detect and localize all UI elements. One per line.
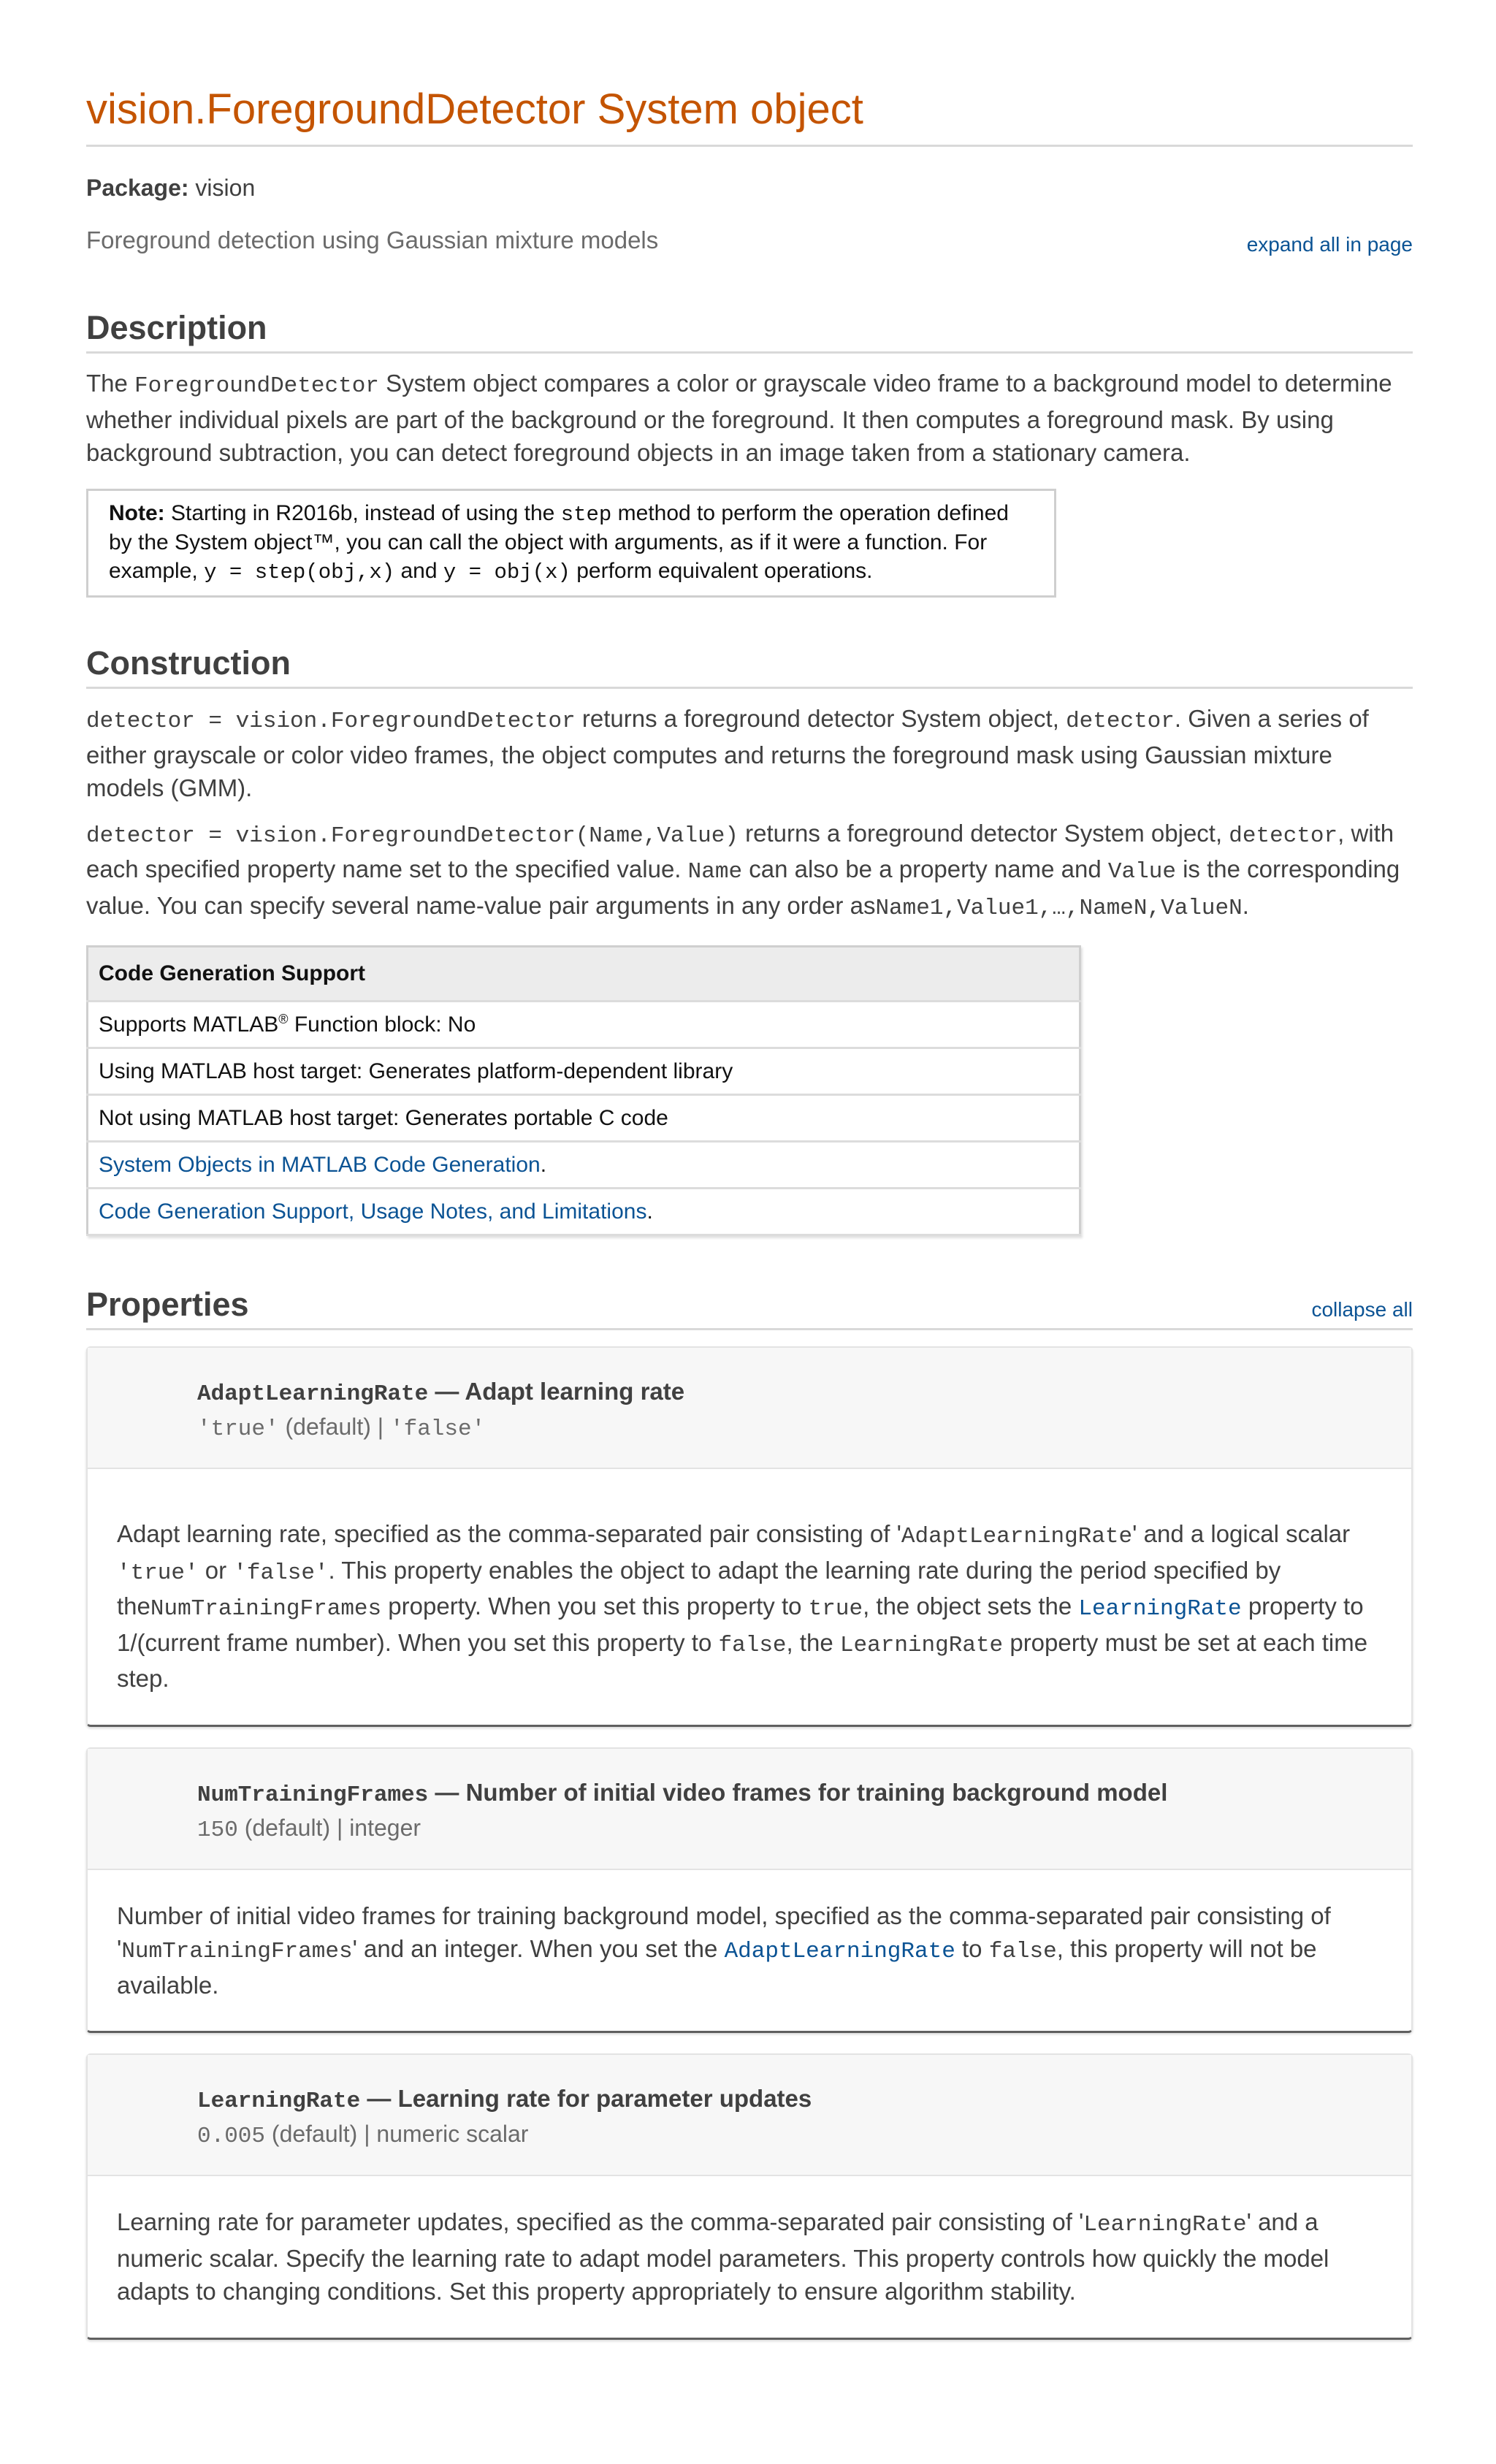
text-run: . xyxy=(1242,891,1249,919)
text-run: Starting in R2016b, instead of using the xyxy=(164,500,561,525)
text-run: . xyxy=(646,1199,653,1224)
property-learningrate xyxy=(86,2053,1413,2340)
table-header: Code Generation Support xyxy=(88,947,1080,1002)
text-run: System object compares a color or grayscale video frame to a background model to determine whether individual pixels are part of the background or the foreground. It then computes a foreground mask. By using background subtraction, you can detect foreground objects in an image taken from a stationary camera. xyxy=(86,370,1392,466)
table-cell: Using MATLAB host target: Generates platform-dependent library xyxy=(88,1048,1080,1095)
property-values xyxy=(197,2118,1411,2153)
learningrate-link[interactable]: LearningRate xyxy=(1078,1596,1242,1622)
text-run: method to perform the operation defined by the System object™, you can call the object with arguments, as if it were a function. For example, xyxy=(109,500,1009,583)
property-description xyxy=(117,1899,1382,2002)
text-run: ' and an integer. When you set the xyxy=(352,1935,725,1962)
properties-heading: Properties xyxy=(86,1284,1413,1330)
description-paragraph xyxy=(86,367,1413,470)
property-description xyxy=(117,2205,1382,2308)
code-run: Name1,Value1,…,NameN,ValueN xyxy=(875,895,1243,921)
property-name: NumTrainingFrames xyxy=(197,1782,429,1808)
property-body xyxy=(88,1870,1411,2032)
text-run: is the corresponding value. You can specify several name-value pair arguments in any order as xyxy=(86,855,1400,919)
text-run: property must be set at each time step. xyxy=(117,1628,1368,1692)
code-run: true xyxy=(808,1596,863,1622)
table-row xyxy=(88,947,1080,1002)
property-desc: — Learning rate for parameter updates xyxy=(360,2085,812,2112)
text-run: to xyxy=(955,1935,989,1962)
note-box xyxy=(86,489,1056,598)
description-heading: Description xyxy=(86,308,1413,354)
text-run: or xyxy=(198,1556,234,1584)
text-run: , the xyxy=(786,1628,840,1656)
text-run: ' and a numeric scalar. Specify the learning rate to adapt model parameters. This property controls how quickly the model adapts to changing conditions. Set this property appropriately to ensure algorithm stability. xyxy=(117,2208,1329,2305)
property-numtrainingframes xyxy=(86,1747,1413,2034)
table-row xyxy=(88,1048,1080,1095)
package-label: Package: xyxy=(86,175,189,201)
code-run: y = obj(x) xyxy=(443,560,570,584)
text-run: , this property will not be available. xyxy=(117,1935,1317,1999)
construction-heading: Construction xyxy=(86,643,1413,689)
code-run: Value xyxy=(1107,859,1176,885)
default-value: 0.005 xyxy=(197,2124,266,2149)
code-run: detector = vision.ForegroundDetector xyxy=(86,709,576,734)
default-value: 150 xyxy=(197,1817,238,1843)
property-name: AdaptLearningRate xyxy=(197,1381,429,1407)
properties-section xyxy=(86,1284,1413,1330)
text-run: Supports MATLAB xyxy=(99,1012,279,1037)
text-run: (default) | xyxy=(278,1414,390,1440)
table-cell xyxy=(88,1189,1080,1235)
text-run: Number of initial video frames for training background model, specified as the comma-separated pair consisting of ' xyxy=(117,1902,1331,1962)
table-cell xyxy=(88,1142,1080,1189)
code-run: detector = vision.ForegroundDetector(Name,Value) xyxy=(86,823,739,849)
property-title xyxy=(197,1376,1411,1411)
property-header[interactable] xyxy=(88,1348,1411,1469)
code-run: LearningRate xyxy=(1083,2212,1247,2238)
code-run: false xyxy=(988,1939,1057,1964)
default-value: 'true' xyxy=(197,1416,279,1442)
code-run: false xyxy=(718,1632,787,1658)
property-desc: — Adapt learning rate xyxy=(428,1378,685,1405)
code-generation-table xyxy=(86,945,1081,1236)
collapse-all-link[interactable]: collapse all xyxy=(1311,1298,1413,1321)
text-run: Adapt learning rate, specified as the comma-separated pair consisting of ' xyxy=(117,1520,901,1547)
text-run: . Given a series of either grayscale or color video frames, the object computes and returns the foreground mask using Gaussian mixture models (GMM). xyxy=(86,705,1369,801)
package-line xyxy=(86,173,1413,202)
property-values xyxy=(197,1411,1411,1446)
property-name: LearningRate xyxy=(197,2089,361,2114)
code-run: ForegroundDetector xyxy=(134,373,379,399)
code-run: 'false' xyxy=(233,1560,329,1586)
code-run: y = step(obj,x) xyxy=(204,560,395,584)
code-run: AdaptLearningRate xyxy=(901,1524,1133,1549)
description-section xyxy=(86,308,1413,354)
adaptlearningrate-link[interactable]: AdaptLearningRate xyxy=(724,1939,955,1964)
code-run: LearningRate xyxy=(839,1632,1004,1658)
summary-text: Foreground detection using Gaussian mixture models xyxy=(86,226,659,253)
property-title xyxy=(197,1777,1411,1812)
code-run: Name xyxy=(687,859,743,885)
code-run: 'true' xyxy=(117,1560,199,1586)
text-run: property. When you set this property to xyxy=(381,1593,809,1620)
text-run: perform equivalent operations. xyxy=(570,558,873,583)
text-run: ' and a logical scalar xyxy=(1132,1520,1351,1547)
code-run: detector xyxy=(1066,709,1175,734)
text-run: Function block: No xyxy=(288,1012,476,1037)
property-title xyxy=(197,2083,1411,2118)
property-body xyxy=(88,1469,1411,1725)
property-adaptlearningrate xyxy=(86,1346,1413,1727)
property-desc: — Number of initial video frames for training background model xyxy=(428,1778,1168,1806)
text-run: , the object sets the xyxy=(863,1593,1079,1620)
text-run: . This property enables the object to adapt the learning rate during the period specified by the xyxy=(117,1556,1281,1620)
text-run: returns a foreground detector System object, xyxy=(738,819,1229,847)
text-run: Learning rate for parameter updates, specified as the comma-separated pair consisting of ' xyxy=(117,2208,1084,2235)
table-cell: Not using MATLAB host target: Generates portable C code xyxy=(88,1095,1080,1142)
table-row xyxy=(88,1142,1080,1189)
table-row xyxy=(88,1189,1080,1235)
note-label: Note: xyxy=(109,500,165,525)
registered-mark: ® xyxy=(278,1012,289,1026)
text-run: The xyxy=(86,370,135,397)
text-run: and xyxy=(394,558,443,583)
table-row xyxy=(88,1002,1080,1048)
codegen-support-link[interactable]: Code Generation Support, Usage Notes, and Limitations xyxy=(99,1199,647,1224)
table-row xyxy=(88,1095,1080,1142)
text-run: (default) | integer xyxy=(237,1814,421,1841)
property-values xyxy=(197,1812,1411,1847)
code-run: detector xyxy=(1229,823,1338,849)
code-run: NumTrainingFrames xyxy=(121,1939,353,1964)
system-objects-codegen-link[interactable]: System Objects in MATLAB Code Generation xyxy=(99,1152,541,1177)
property-header[interactable] xyxy=(88,1749,1411,1870)
property-header[interactable] xyxy=(88,2055,1411,2176)
page-title: vision.ForegroundDetector System object xyxy=(86,80,1413,147)
summary-row xyxy=(86,226,1413,259)
property-body xyxy=(88,2176,1411,2338)
code-run: NumTrainingFrames xyxy=(150,1596,382,1622)
text-run: property to 1/(current frame number). When you set this property to xyxy=(117,1593,1364,1656)
code-run: step xyxy=(560,502,612,527)
text-run: returns a foreground detector System object, xyxy=(575,705,1066,732)
text-run: can also be a property name and xyxy=(742,855,1108,882)
table-cell xyxy=(88,1002,1080,1048)
package-value: vision xyxy=(195,175,256,201)
text-run: . xyxy=(540,1152,547,1177)
alt-value: 'false' xyxy=(390,1416,486,1442)
text-run: , with each specified property name set to the specified value. xyxy=(86,819,1394,882)
construction-paragraph-2 xyxy=(86,817,1413,926)
construction-section xyxy=(86,643,1413,689)
expand-all-link[interactable]: expand all in page xyxy=(1246,233,1413,256)
doc-page xyxy=(86,80,1413,2340)
construction-paragraph-1 xyxy=(86,702,1413,805)
property-description xyxy=(117,1517,1382,1696)
text-run: (default) | numeric scalar xyxy=(265,2121,529,2147)
